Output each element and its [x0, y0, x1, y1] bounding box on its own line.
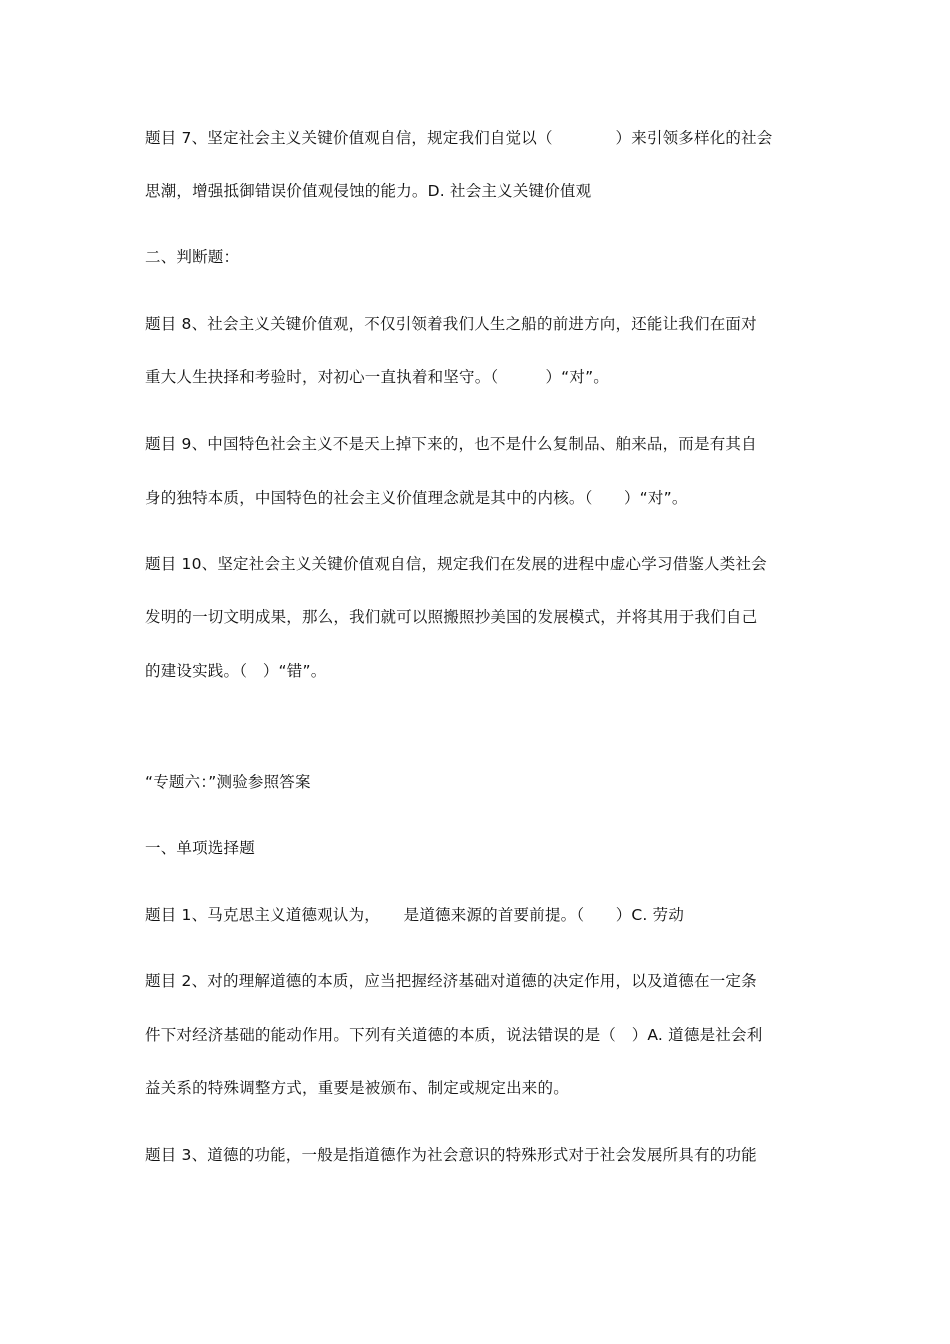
q8-line-1: 题目 8、社会主义关键价值观，不仅引领着我们人生之船的前进方向，还能让我们在面对	[145, 315, 757, 333]
q10-line-1: 题目 10、坚定社会主义关键价值观自信，规定我们在发展的进程中虚心学习借鉴人类社会	[145, 555, 767, 573]
q10-line-2: 发明的一切文明成果，那么，我们就可以照搬照抄美国的发展模式，并将其用于我们自己	[145, 608, 758, 626]
q10-line-3: 的建设实践。（ ）“错”。	[145, 662, 327, 680]
q3-line-1: 题目 3、道德的功能，一般是指道德作为社会意识的特殊形式对于社会发展所具有的功能	[145, 1146, 757, 1164]
q2-line-2: 件下对经济基础的能动作用。下列有关道德的本质，说法错误的是（ ）A. 道德是社会利	[145, 1026, 763, 1044]
q2-line-3: 益关系的特殊调整方式，重要是被颁布、制定或规定出来的。	[145, 1079, 569, 1097]
section-heading-judgment: 二、判断题：	[145, 248, 240, 266]
q9-line-2: 身的独特本质，中国特色的社会主义价值理念就是其中的内核。（ ）“对”。	[145, 489, 688, 507]
q8-line-2: 重大人生抉择和考验时，对初心一直执着和坚守。（ ）“对”。	[145, 368, 610, 386]
topic-six-title: “专题六：”测验参照答案	[145, 773, 311, 791]
q9-line-1: 题目 9、中国特色社会主义不是天上掉下来的，也不是什么复制品、舶来品，而是有其自	[145, 435, 757, 453]
section-heading-single-choice: 一、单项选择题	[145, 839, 255, 857]
q7-line-1: 题目 7、坚定社会主义关键价值观自信，规定我们自觉以（ ）来引领多样化的社会	[145, 129, 773, 147]
q2-line-1: 题目 2、对的理解道德的本质，应当把握经济基础对道德的决定作用，以及道德在一定条	[145, 972, 757, 990]
q1-line-1: 题目 1、马克思主义道德观认为， 是道德来源的首要前提。（ ）C. 劳动	[145, 906, 685, 924]
q7-line-2: 思潮，增强抵御错误价值观侵蚀的能力。D. 社会主义关键价值观	[145, 182, 592, 200]
